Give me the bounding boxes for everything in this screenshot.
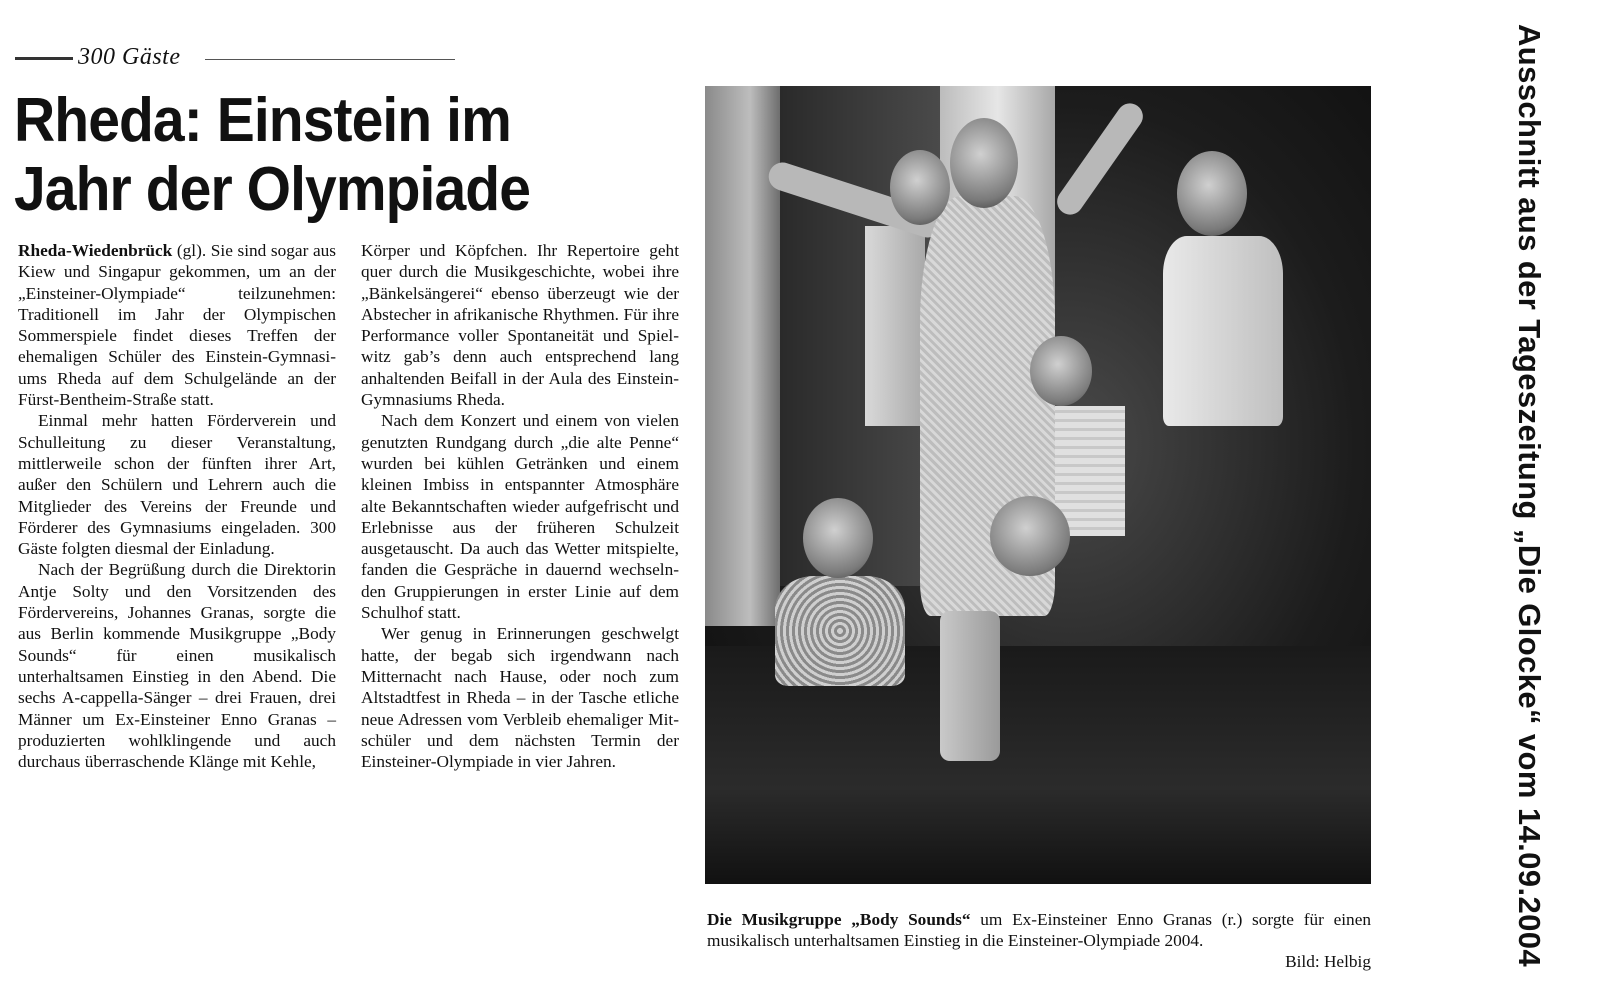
headline-line-1: Rheda: Einstein im — [14, 86, 511, 155]
photo-head — [890, 150, 950, 225]
photo-head — [803, 498, 873, 578]
headline — [14, 86, 603, 224]
photo-body-sounds — [705, 86, 1371, 884]
photo-head — [950, 118, 1018, 208]
photo-head — [1030, 336, 1092, 406]
article-text: (gl). Sie sind sogar aus Kiew und Singapur gekommen, um an der „Einsteiner-Olympiade“ teilzunehmen: Traditionell im Jahr der Olympischen Sommerspiele findet dieses Treffen der ehemaligen Schüler des Einstein-Gymnasiums Rheda auf dem Schulgelände an der Fürst-Bentheim-Straße statt. — [18, 241, 336, 410]
kicker-rule-right — [205, 59, 455, 60]
caption-bold: Die Musikgruppe „Body Sounds“ — [707, 910, 971, 929]
photo-figure-sitting — [775, 576, 905, 686]
photo-legs — [940, 611, 1000, 761]
photo-figure-left — [865, 226, 925, 426]
article-paragraph: Nach der Begrüßung durch die Direktorin Antje Solty und den Vorsitzenden des Fördervereins, Johannes Granas, sorgte die aus Berlin kommende Musikgruppe „Body Sounds“ für einen musikalisch unterhaltsamen Einstieg in den Abend. Die sechs A-cappella-Sänger – drei Frauen, drei Männer um Ex-Einsteiner Enno Granas – produzierten wohlklingende und auch durchaus überraschende Klänge mit Kehle, — [18, 560, 336, 772]
source-label: Ausschnitt aus der Tageszeitung „Die Glocke“ vom 14.09.2004 — [1512, 24, 1547, 968]
photo-figure-right-vest — [1163, 236, 1283, 426]
photo-wall — [705, 86, 780, 626]
article-paragraph: Wer genug in Erinnerungen geschwelgt hatte, der begab sich irgendwann nach Mitternacht nach Hause, oder noch zum Altstadtfest in Rheda – in der Tasche etliche neue Adressen vom Verbleib ehemaliger Mitschüler und dem nächsten Termin der Einsteiner-Olympiade in vier Jahren. — [361, 624, 679, 772]
dateline: Rheda-Wiedenbrück — [18, 241, 173, 260]
headline-line-2: Jahr der Olympiade — [14, 155, 531, 224]
article-paragraph — [18, 240, 336, 410]
article-paragraph: Einmal mehr hatten Förderverein und Schulleitung zu dieser Veranstaltung, mittlerweile schon der fünften ihrer Art, außer den Schülern und Lehrern auch die Mitglieder des Vereins der Freunde und Förderer des Gymnasiums eingeladen. 300 Gäste folgten diesmal der Einladung. — [18, 411, 336, 559]
kicker: 300 Gäste — [78, 44, 181, 70]
kicker-rule-left — [15, 57, 73, 60]
photo-credit: Bild: Helbig — [1285, 952, 1371, 971]
photo-arm-right — [1052, 98, 1148, 219]
photo-caption — [707, 909, 1371, 951]
photo-head — [1177, 151, 1247, 236]
photo-head — [990, 496, 1070, 576]
article-column-2 — [361, 240, 679, 772]
article-column-1 — [18, 240, 336, 772]
article-paragraph: Nach dem Konzert und einem von vielen genutzten Rundgang durch „die alte Penne“ wurden bei kühlen Getränken und einem kleinen Imbiss in entspannter Atmosphäre alte Bekanntschaften wieder aufgefrischt und Erlebnisse aus der früheren Schulzeit ausgetauscht. Da auch das Wetter mitspielte, fanden die Gespräche in dauernd wechselnden Gruppierungen in erster Linie auf dem Schulhof statt. — [361, 411, 679, 623]
caption-text: um Ex-Einsteiner Enno Granas (r.) sorgte für einen musikalisch unterhaltsamen Einstieg in die Einsteiner-Olympiade 2004. — [707, 910, 1372, 950]
article-paragraph: Körper und Köpfchen. Ihr Repertoire geht quer durch die Musikgeschichte, wobei ihre „Bänkelsängerei“ ebenso überzeugt wie der Abstecher in afrikanische Rhythmen. Für ihre Performance voller Spontaneität und Spielwitz gab’s denn auch entsprechend lang anhaltenden Beifall in der Aula des Einstein-Gymnasiums Rheda. — [361, 241, 679, 410]
